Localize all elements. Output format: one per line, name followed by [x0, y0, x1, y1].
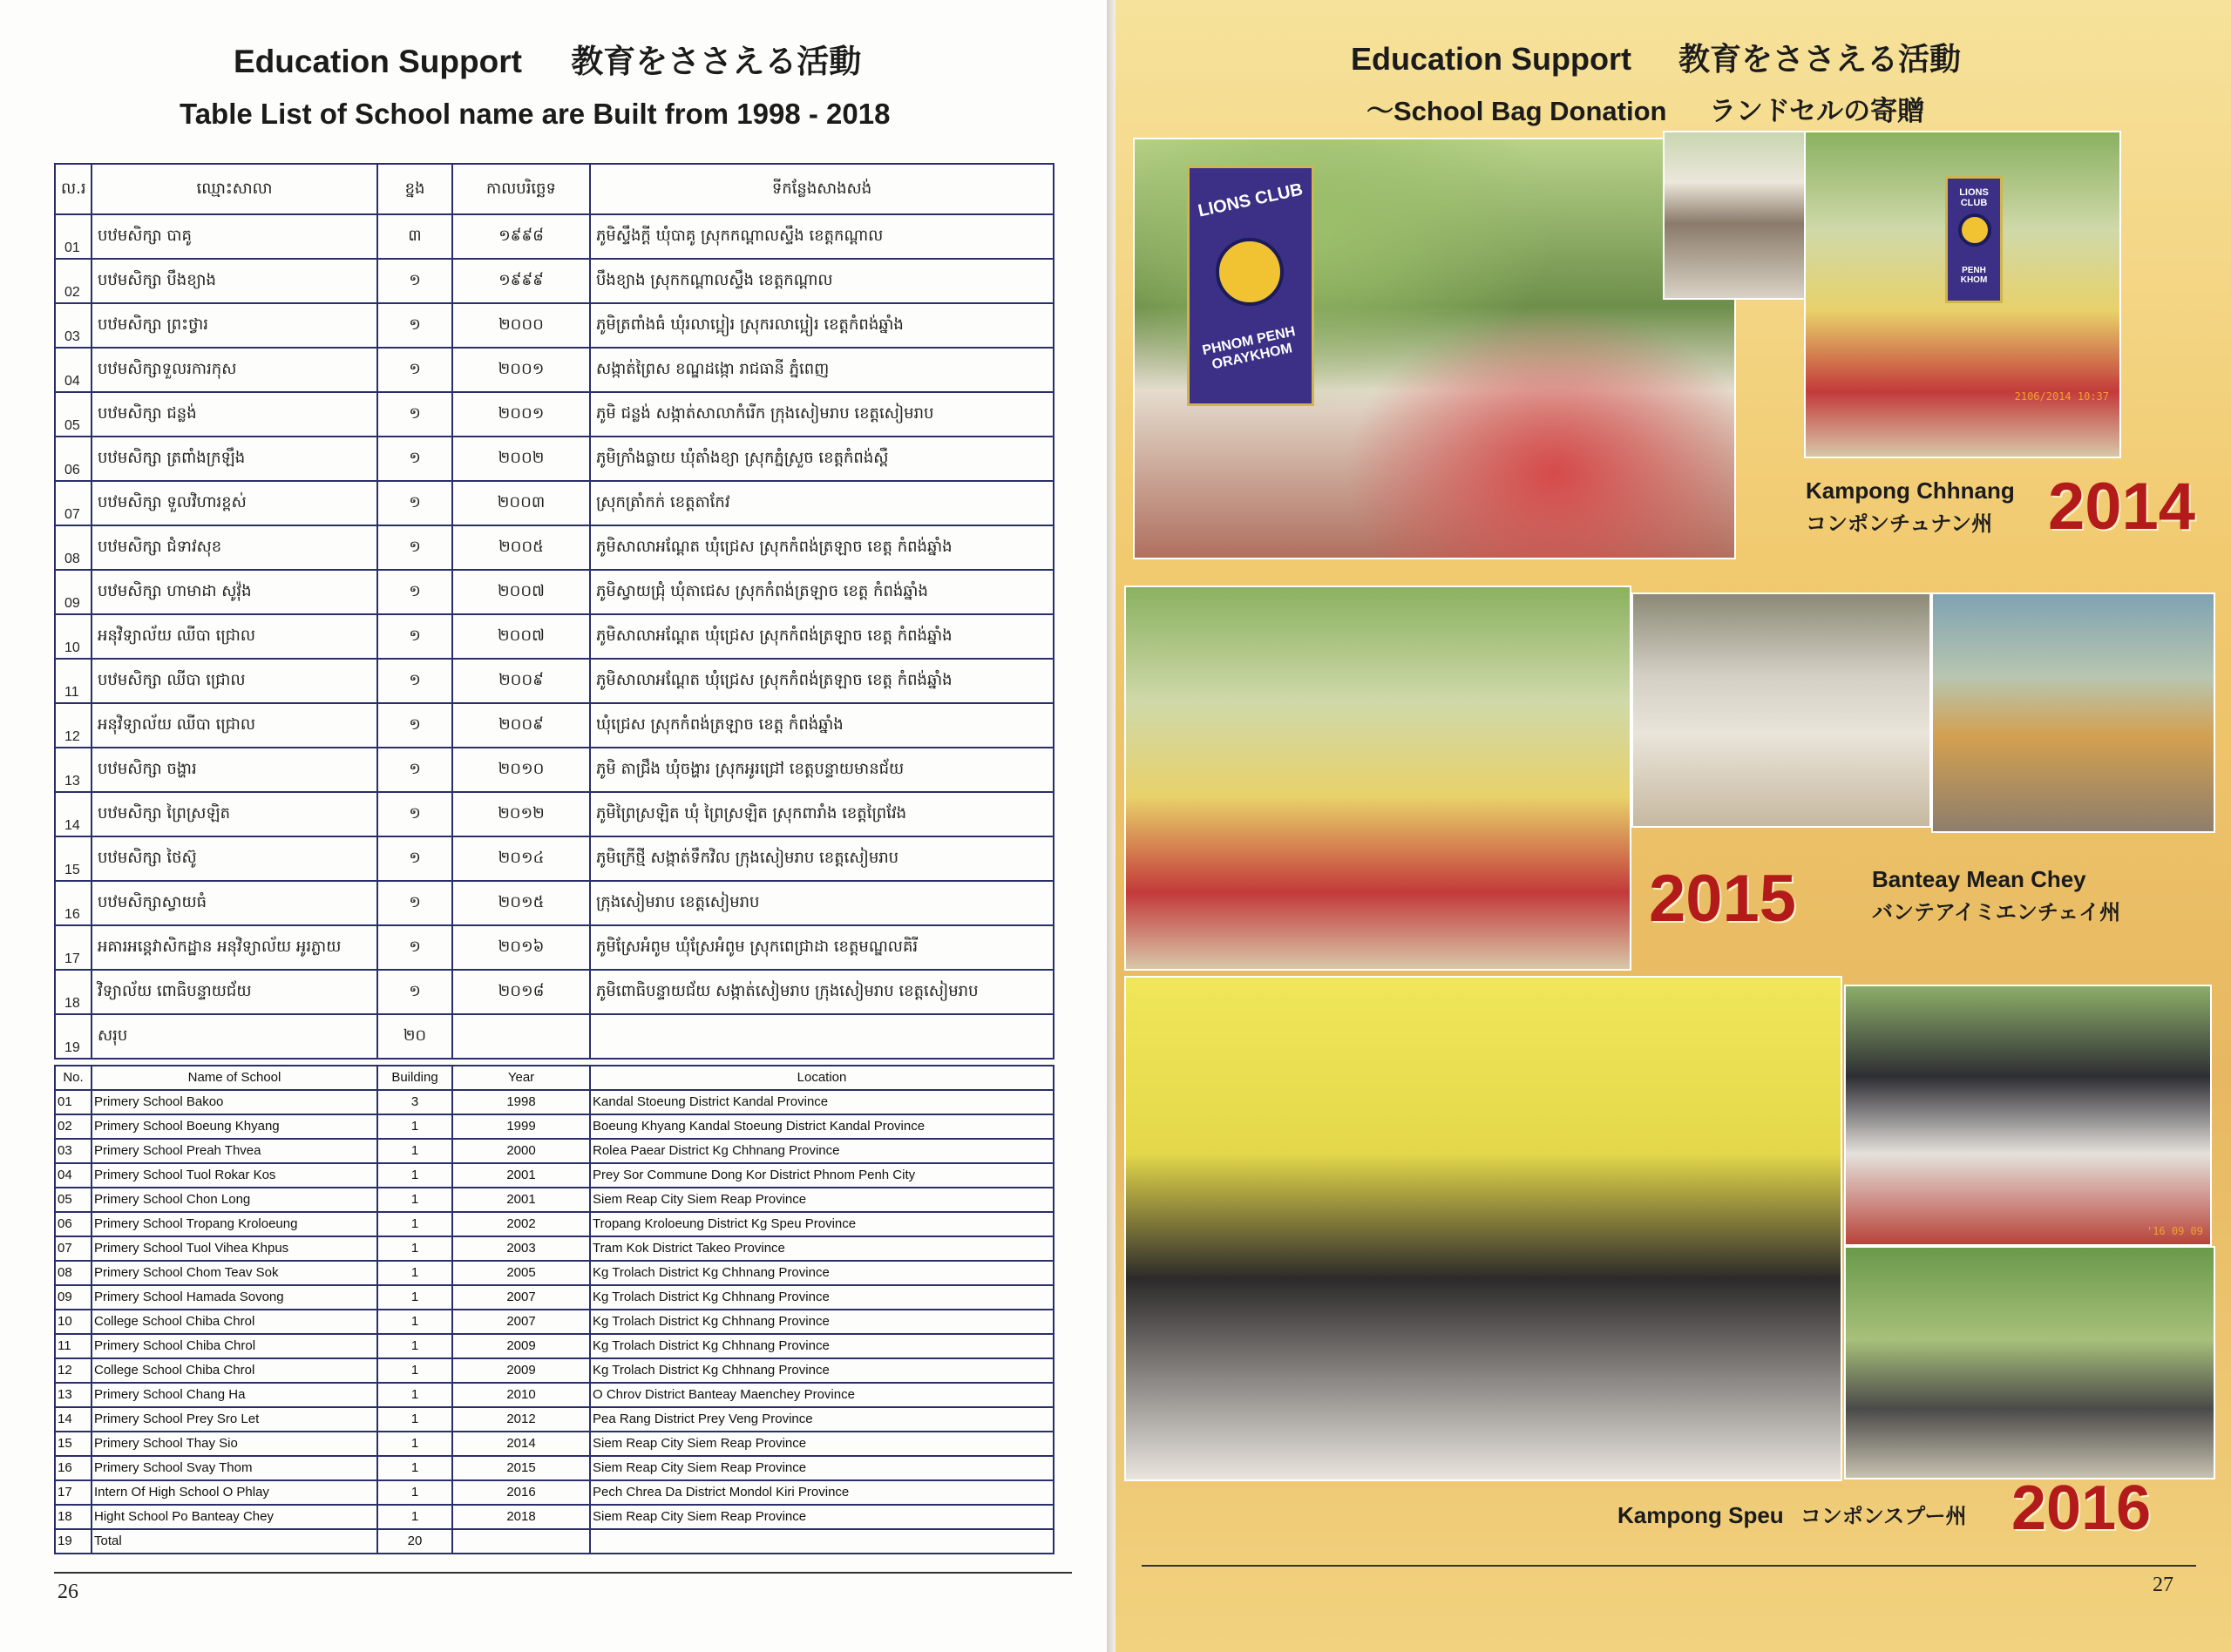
table-row — [55, 1163, 1054, 1188]
building-count: ១ — [377, 792, 452, 836]
year: 2007 — [452, 1285, 590, 1310]
year: ១៩៩៨ — [452, 214, 590, 259]
row-number: 04 — [55, 1163, 92, 1188]
table-row — [55, 659, 1054, 703]
building-count: ១ — [377, 614, 452, 659]
year: ២០០០ — [452, 303, 590, 348]
table-row — [55, 1529, 1054, 1554]
row-number: 07 — [55, 481, 92, 525]
year: ២០០២ — [452, 437, 590, 481]
english-table-header — [55, 1066, 1054, 1090]
khmer-header-cell: ទីកន្លែងសាងសង់ — [590, 164, 1054, 214]
place-2014: Kampong Chhnang — [1806, 477, 2015, 504]
location: ភូមិ តាជ្រឹង ឃុំចង្ហារ ស្រុកអូរជ្រៅ ខេត្តបន្ទាយមានជ័យ — [590, 748, 1054, 792]
right-header — [1351, 35, 1961, 79]
photo-2014-boxes — [1804, 131, 2121, 458]
location: ភូមិស្វាយជ្រុំ ឃុំតាជេស ស្រុកកំពង់ត្រឡាច ខេត្ត កំពង់ឆ្នាំង — [590, 570, 1054, 614]
year: ២០១៥ — [452, 881, 590, 925]
row-number: 10 — [55, 614, 92, 659]
building-count: 1 — [377, 1139, 452, 1163]
year: 1999 — [452, 1114, 590, 1139]
location: ភូមិស្រែអំពូម ឃុំស្រែអំពូម ស្រុកពេជ្រាដា ខេត្តមណ្ឌលគិរី — [590, 925, 1054, 970]
building-count: 1 — [377, 1407, 452, 1432]
school-name: បឋមសិក្សា បាគូ — [92, 214, 377, 259]
school-name: បឋមសិក្សា ព្រៃស្រឡិត — [92, 792, 377, 836]
table-row — [55, 1456, 1054, 1480]
row-number: 18 — [55, 970, 92, 1014]
right-header-en: Education Support — [1351, 41, 1631, 77]
photo-2015-crowd — [1631, 592, 1931, 828]
left-page-number: 26 — [58, 1581, 78, 1603]
table-row — [55, 1139, 1054, 1163]
table-row — [55, 1014, 1054, 1059]
row-number: 06 — [55, 1212, 92, 1236]
location: Siem Reap City Siem Reap Province — [590, 1505, 1054, 1529]
location: ក្រុងសៀមរាប ខេត្តសៀមរាប — [590, 881, 1054, 925]
right-page-number: 27 — [2153, 1574, 2173, 1596]
location — [590, 1014, 1054, 1059]
building-count: ១ — [377, 481, 452, 525]
building-count: 1 — [377, 1261, 452, 1285]
building-count: 1 — [377, 1212, 452, 1236]
left-footer-rule — [54, 1572, 1072, 1574]
row-number: 01 — [55, 1090, 92, 1114]
row-number: 15 — [55, 1432, 92, 1456]
english-header-cell: Location — [590, 1066, 1054, 1090]
row-number: 09 — [55, 570, 92, 614]
right-page — [1116, 0, 2231, 1652]
school-name: បឋមសិក្សា ព្រះថ្វារ — [92, 303, 377, 348]
lions-club-banner — [1187, 166, 1314, 406]
location: ភូមិសាលាអណ្តែត ឃុំជ្រេស ស្រុកកំពង់ត្រឡាច ខេត្ត កំពង់ឆ្នាំង — [590, 614, 1054, 659]
year: ២០០៩ — [452, 703, 590, 748]
year — [452, 1529, 590, 1554]
year: ២០០៧ — [452, 614, 590, 659]
building-count: 1 — [377, 1163, 452, 1188]
row-number: 14 — [55, 792, 92, 836]
year: ២០១០ — [452, 748, 590, 792]
school-name: Primery School Thay Sio — [92, 1432, 377, 1456]
school-name: Intern Of High School O Phlay — [92, 1480, 377, 1505]
row-number: 09 — [55, 1285, 92, 1310]
location: Siem Reap City Siem Reap Province — [590, 1456, 1054, 1480]
table-row — [55, 1480, 1054, 1505]
location: Kg Trolach District Kg Chhnang Province — [590, 1261, 1054, 1285]
building-count: ១ — [377, 348, 452, 392]
school-name: បឋមសិក្សាទួលរការកុស — [92, 348, 377, 392]
year-2015: 2015 — [1649, 862, 1797, 936]
table-row — [55, 703, 1054, 748]
year: 2007 — [452, 1310, 590, 1334]
table-row — [55, 1236, 1054, 1261]
location: សង្កាត់ព្រៃស ខណ្ឌដង្កោ រាជធានី ភ្នំពេញ — [590, 348, 1054, 392]
left-page — [0, 0, 1107, 1652]
building-count: ២០ — [377, 1014, 452, 1059]
table-row — [55, 437, 1054, 481]
location: Siem Reap City Siem Reap Province — [590, 1188, 1054, 1212]
building-count: ១ — [377, 259, 452, 303]
english-header-cell: Building — [377, 1066, 452, 1090]
table-row — [55, 970, 1054, 1014]
place-2015: Banteay Mean Chey — [1872, 866, 2086, 892]
year: 2005 — [452, 1261, 590, 1285]
location: Siem Reap City Siem Reap Province — [590, 1432, 1054, 1456]
building-count: 1 — [377, 1358, 452, 1383]
school-name: Primery School Tropang Kroloeung — [92, 1212, 377, 1236]
year: 2012 — [452, 1407, 590, 1432]
location: ភូមិ ជន្លង់ សង្កាត់សាលាកំរើក ក្រុងសៀមរាប ខេត្តសៀមរាប — [590, 392, 1054, 437]
building-count: 1 — [377, 1480, 452, 1505]
year: ២០១៦ — [452, 925, 590, 970]
khmer-header-cell: ខ្នង — [377, 164, 452, 214]
location: Tropang Kroloeung District Kg Speu Province — [590, 1212, 1054, 1236]
date-stamp-2014: 2106/2014 10:37 — [2014, 390, 2109, 403]
school-name: Primery School Bakoo — [92, 1090, 377, 1114]
school-name: Hight School Po Banteay Chey — [92, 1505, 377, 1529]
building-count: ១ — [377, 748, 452, 792]
left-header — [234, 35, 861, 82]
row-number: 17 — [55, 1480, 92, 1505]
place-2015-jp: バンテアイミエンチェイ州 — [1872, 900, 2121, 924]
year: ១៩៩៩ — [452, 259, 590, 303]
photo-2016-bicycles — [1844, 1246, 2215, 1479]
building-count: ១ — [377, 703, 452, 748]
building-count: ១ — [377, 881, 452, 925]
row-number: 15 — [55, 836, 92, 881]
right-subtitle-jp: ランドセルの寄贈 — [1709, 96, 1925, 127]
row-number: 06 — [55, 437, 92, 481]
photo-2015-bags — [1124, 586, 1631, 971]
table-row — [55, 792, 1054, 836]
location: ភូមិសាលាអណ្តែត ឃុំជ្រេស ស្រុកកំពង់ត្រឡាច ខេត្ត កំពង់ឆ្នាំង — [590, 659, 1054, 703]
building-count: 1 — [377, 1236, 452, 1261]
location: ឃុំជ្រេស ស្រុកកំពង់ត្រឡាច ខេត្ត កំពង់ឆ្នាំង — [590, 703, 1054, 748]
school-name: Primery School Chang Ha — [92, 1383, 377, 1407]
location: Kg Trolach District Kg Chhnang Province — [590, 1310, 1054, 1334]
building-count: ១ — [377, 525, 452, 570]
table-row — [55, 1188, 1054, 1212]
caption-2016-place — [1617, 1499, 1966, 1529]
building-count: ១ — [377, 836, 452, 881]
khmer-header-cell: ឈ្មោះសាលា — [92, 164, 377, 214]
left-header-jp: 教育をささえる活動 — [571, 43, 862, 80]
location — [590, 1529, 1054, 1554]
left-header-en: Education Support — [234, 44, 522, 79]
table-row — [55, 1358, 1054, 1383]
school-name: Primery School Chon Long — [92, 1188, 377, 1212]
row-number: 17 — [55, 925, 92, 970]
location: ភូមិត្រពាំងធំ ឃុំរលាប្អៀរ ស្រុករលាប្អៀរ ខេត្តកំពង់ឆ្នាំង — [590, 303, 1054, 348]
row-number: 02 — [55, 1114, 92, 1139]
row-number: 14 — [55, 1407, 92, 1432]
building-count: ១ — [377, 303, 452, 348]
school-name: Primery School Chom Teav Sok — [92, 1261, 377, 1285]
school-name: បឋមសិក្សា ចង្ហារ — [92, 748, 377, 792]
book-gutter — [1107, 0, 1116, 1652]
building-count: 1 — [377, 1285, 452, 1310]
building-count: ១ — [377, 392, 452, 437]
english-header-cell: No. — [55, 1066, 92, 1090]
khmer-school-table — [54, 163, 1054, 1060]
building-count: 1 — [377, 1456, 452, 1480]
school-name: បឋមសិក្សាស្វាយធំ — [92, 881, 377, 925]
row-number: 08 — [55, 1261, 92, 1285]
location: Kg Trolach District Kg Chhnang Province — [590, 1358, 1054, 1383]
table-row — [55, 1114, 1054, 1139]
table-row — [55, 1261, 1054, 1285]
lions-club-banner-small — [1945, 176, 2003, 303]
building-count: ១ — [377, 659, 452, 703]
table-row — [55, 392, 1054, 437]
right-footer-rule — [1142, 1565, 2196, 1567]
location: ភូមិស្ទឹងក្តី ឃុំបាគូ ស្រុកកណ្តាលស្ទឹង ខេត្តកណ្តាល — [590, 214, 1054, 259]
row-number: 12 — [55, 703, 92, 748]
year: ២០០៧ — [452, 570, 590, 614]
table-row — [55, 748, 1054, 792]
row-number: 10 — [55, 1310, 92, 1334]
location: បឹងខ្យាង ស្រុកកណ្តាលស្ទឹង ខេត្តកណ្តាល — [590, 259, 1054, 303]
school-name: Primery School Tuol Vihea Khpus — [92, 1236, 377, 1261]
school-name: បឋមសិក្សា ហាមាដា សូវ៉ុង — [92, 570, 377, 614]
khmer-table-header — [55, 164, 1054, 214]
table-row — [55, 1407, 1054, 1432]
table-row — [55, 1383, 1054, 1407]
location: Tram Kok District Takeo Province — [590, 1236, 1054, 1261]
date-stamp-2016: '16 09 09 — [2146, 1225, 2203, 1237]
photo-2015-boat — [1931, 592, 2215, 833]
school-name: Primery School Preah Thvea — [92, 1139, 377, 1163]
banner-small-title: LIONS CLUB — [1959, 187, 1989, 208]
school-name: បឋមសិក្សា បឹងខ្យាង — [92, 259, 377, 303]
table-row — [55, 1212, 1054, 1236]
year: 2002 — [452, 1212, 590, 1236]
location: Rolea Paear District Kg Chhnang Province — [590, 1139, 1054, 1163]
table-row — [55, 259, 1054, 303]
row-number: 07 — [55, 1236, 92, 1261]
banner-subtitle: PHNOM PENH ORAYKHOM — [1201, 324, 1297, 373]
building-count: 1 — [377, 1114, 452, 1139]
row-number: 05 — [55, 1188, 92, 1212]
table-row — [55, 303, 1054, 348]
year: ២០១៤ — [452, 836, 590, 881]
caption-2015-place — [1872, 866, 2120, 925]
row-number: 19 — [55, 1014, 92, 1059]
english-header-cell: Name of School — [92, 1066, 377, 1090]
english-school-table — [54, 1065, 1054, 1554]
location: ស្រុកត្រាំកក់ ខេត្តតាកែវ — [590, 481, 1054, 525]
year: ២០០៣ — [452, 481, 590, 525]
year: ២០១៨ — [452, 970, 590, 1014]
school-name: បឋមសិក្សា ទួលវិហារខ្ពស់ — [92, 481, 377, 525]
table-row — [55, 570, 1054, 614]
table-row — [55, 614, 1054, 659]
khmer-header-cell: ល.រ — [55, 164, 92, 214]
school-name: អនុវិទ្យាល័យ ឈីបា ជ្រោល — [92, 614, 377, 659]
table-row — [55, 1334, 1054, 1358]
row-number: 02 — [55, 259, 92, 303]
school-name: Primery School Tuol Rokar Kos — [92, 1163, 377, 1188]
right-subtitle — [1366, 89, 1924, 128]
row-number: 16 — [55, 881, 92, 925]
place-2014-jp: コンポンチュナン州 — [1806, 511, 1993, 536]
year: ២០០៥ — [452, 525, 590, 570]
table-row — [55, 1090, 1054, 1114]
building-count: ១ — [377, 570, 452, 614]
row-number: 11 — [55, 659, 92, 703]
school-name: សរុប — [92, 1014, 377, 1059]
table-row — [55, 1310, 1054, 1334]
row-number: 11 — [55, 1334, 92, 1358]
place-2016: Kampong Speu — [1617, 1502, 1784, 1528]
building-count: 1 — [377, 1505, 452, 1529]
year: ២០០១ — [452, 348, 590, 392]
building-count: 1 — [377, 1432, 452, 1456]
caption-2014-place — [1806, 477, 2015, 537]
english-header-cell: Year — [452, 1066, 590, 1090]
banner-title: LIONS CLUB — [1196, 179, 1305, 221]
location: ភូមិក្រាំងធ្លាយ ឃុំតាំងខ្យា ស្រុកភ្នំស្រួច ខេត្តកំពង់ស្ពឺ — [590, 437, 1054, 481]
school-name: បឋមសិក្សា ថៃស៊ូ — [92, 836, 377, 881]
row-number: 18 — [55, 1505, 92, 1529]
location: ភូមិពោធិបន្ទាយជ័យ សង្កាត់សៀមរាប ក្រុងសៀមរាប ខេត្តសៀមរាប — [590, 970, 1054, 1014]
table-title: Table List of School name are Built from 1998 - 2018 — [180, 98, 891, 130]
building-count: ៣ — [377, 214, 452, 259]
row-number: 03 — [55, 1139, 92, 1163]
year: 2001 — [452, 1163, 590, 1188]
location: Pech Chrea Da District Mondol Kiri Province — [590, 1480, 1054, 1505]
building-count: ១ — [377, 925, 452, 970]
location: Kg Trolach District Kg Chhnang Province — [590, 1285, 1054, 1310]
year: ២០១២ — [452, 792, 590, 836]
right-header-jp: 教育をささえる活動 — [1678, 42, 1962, 78]
row-number: 12 — [55, 1358, 92, 1383]
school-name: Primery School Chiba Chrol — [92, 1334, 377, 1358]
school-name: College School Chiba Chrol — [92, 1358, 377, 1383]
year: 2003 — [452, 1236, 590, 1261]
school-name: Primery School Boeung Khyang — [92, 1114, 377, 1139]
school-name: Primery School Hamada Sovong — [92, 1285, 377, 1310]
school-name: អគារអន្តេវាសិកដ្ឋាន អនុវិទ្យាល័យ អូរភ្លាយ — [92, 925, 377, 970]
location: ភូមិក្រើថ្មី សង្កាត់ទឹកវិល ក្រុងសៀមរាប ខេត្តសៀមរាប — [590, 836, 1054, 881]
year: ២០០១ — [452, 392, 590, 437]
table-row — [55, 481, 1054, 525]
right-subtitle-en: ～School Bag Donation — [1366, 96, 1667, 126]
building-count: 3 — [377, 1090, 452, 1114]
school-name: Primery School Svay Thom — [92, 1456, 377, 1480]
school-name: Total — [92, 1529, 377, 1554]
table-row — [55, 1285, 1054, 1310]
location: ភូមិព្រៃស្រឡិត ឃុំ ព្រៃស្រឡិត ស្រុកពារាំង ខេត្តព្រៃវែង — [590, 792, 1054, 836]
location: Boeung Khyang Kandal Stoeung District Kandal Province — [590, 1114, 1054, 1139]
photo-2016-courtyard — [1124, 976, 1842, 1481]
year: 2001 — [452, 1188, 590, 1212]
location: ភូមិសាលាអណ្តែត ឃុំជ្រេស ស្រុកកំពង់ត្រឡាច ខេត្ត កំពង់ឆ្នាំង — [590, 525, 1054, 570]
school-name: បឋមសិក្សា ត្រពាំងក្រឡឹង — [92, 437, 377, 481]
location: O Chrov District Banteay Maenchey Province — [590, 1383, 1054, 1407]
table-row — [55, 1432, 1054, 1456]
building-count: 20 — [377, 1529, 452, 1554]
khmer-header-cell: កាលបរិច្ឆេទ — [452, 164, 590, 214]
year: 2000 — [452, 1139, 590, 1163]
year: 1998 — [452, 1090, 590, 1114]
building-count: ១ — [377, 437, 452, 481]
photo-2016-students — [1844, 985, 2212, 1246]
school-name: អនុវិទ្យាល័យ ឈីបា ជ្រោល — [92, 703, 377, 748]
location: Kg Trolach District Kg Chhnang Province — [590, 1334, 1054, 1358]
year — [452, 1014, 590, 1059]
photo-2014-group — [1133, 138, 1736, 559]
table-row — [55, 881, 1054, 925]
year: 2016 — [452, 1480, 590, 1505]
row-number: 16 — [55, 1456, 92, 1480]
year: 2015 — [452, 1456, 590, 1480]
table-row — [55, 348, 1054, 392]
building-count: 1 — [377, 1383, 452, 1407]
building-count: 1 — [377, 1310, 452, 1334]
building-count: ១ — [377, 970, 452, 1014]
school-name: បឋមសិក្សា ឈីបា ជ្រោល — [92, 659, 377, 703]
school-name: College School Chiba Chrol — [92, 1310, 377, 1334]
table-row — [55, 214, 1054, 259]
building-count: 1 — [377, 1334, 452, 1358]
table-row — [55, 836, 1054, 881]
location: Pea Rang District Prey Veng Province — [590, 1407, 1054, 1432]
school-name: បឋមសិក្សា ជន្លង់ — [92, 392, 377, 437]
building-count: 1 — [377, 1188, 452, 1212]
year-2016: 2016 — [2011, 1473, 2152, 1543]
row-number: 19 — [55, 1529, 92, 1554]
year-2014: 2014 — [2048, 470, 2196, 544]
table-row — [55, 1505, 1054, 1529]
school-name: វិទ្យាល័យ ពោធិបន្ទាយជ័យ — [92, 970, 377, 1014]
row-number: 08 — [55, 525, 92, 570]
place-2016-jp: コンポンスプー州 — [1800, 1504, 1967, 1528]
row-number: 03 — [55, 303, 92, 348]
year: ២០០៩ — [452, 659, 590, 703]
year: 2014 — [452, 1432, 590, 1456]
year: 2009 — [452, 1358, 590, 1383]
row-number: 13 — [55, 748, 92, 792]
school-name: បឋមសិក្សា ជំទាវសុខ — [92, 525, 377, 570]
banner-small-subtitle: PENH KHOM — [1960, 266, 1988, 285]
year: 2018 — [452, 1505, 590, 1529]
row-number: 13 — [55, 1383, 92, 1407]
location: Kandal Stoeung District Kandal Province — [590, 1090, 1054, 1114]
lions-emblem-icon — [1216, 238, 1284, 306]
year: 2010 — [452, 1383, 590, 1407]
school-name: Primery School Prey Sro Let — [92, 1407, 377, 1432]
table-row — [55, 525, 1054, 570]
row-number: 01 — [55, 214, 92, 259]
year: 2009 — [452, 1334, 590, 1358]
row-number: 04 — [55, 348, 92, 392]
table-row — [55, 925, 1054, 970]
row-number: 05 — [55, 392, 92, 437]
location: Prey Sor Commune Dong Kor District Phnom Penh City — [590, 1163, 1054, 1188]
lions-emblem-small-icon — [1958, 213, 1991, 247]
